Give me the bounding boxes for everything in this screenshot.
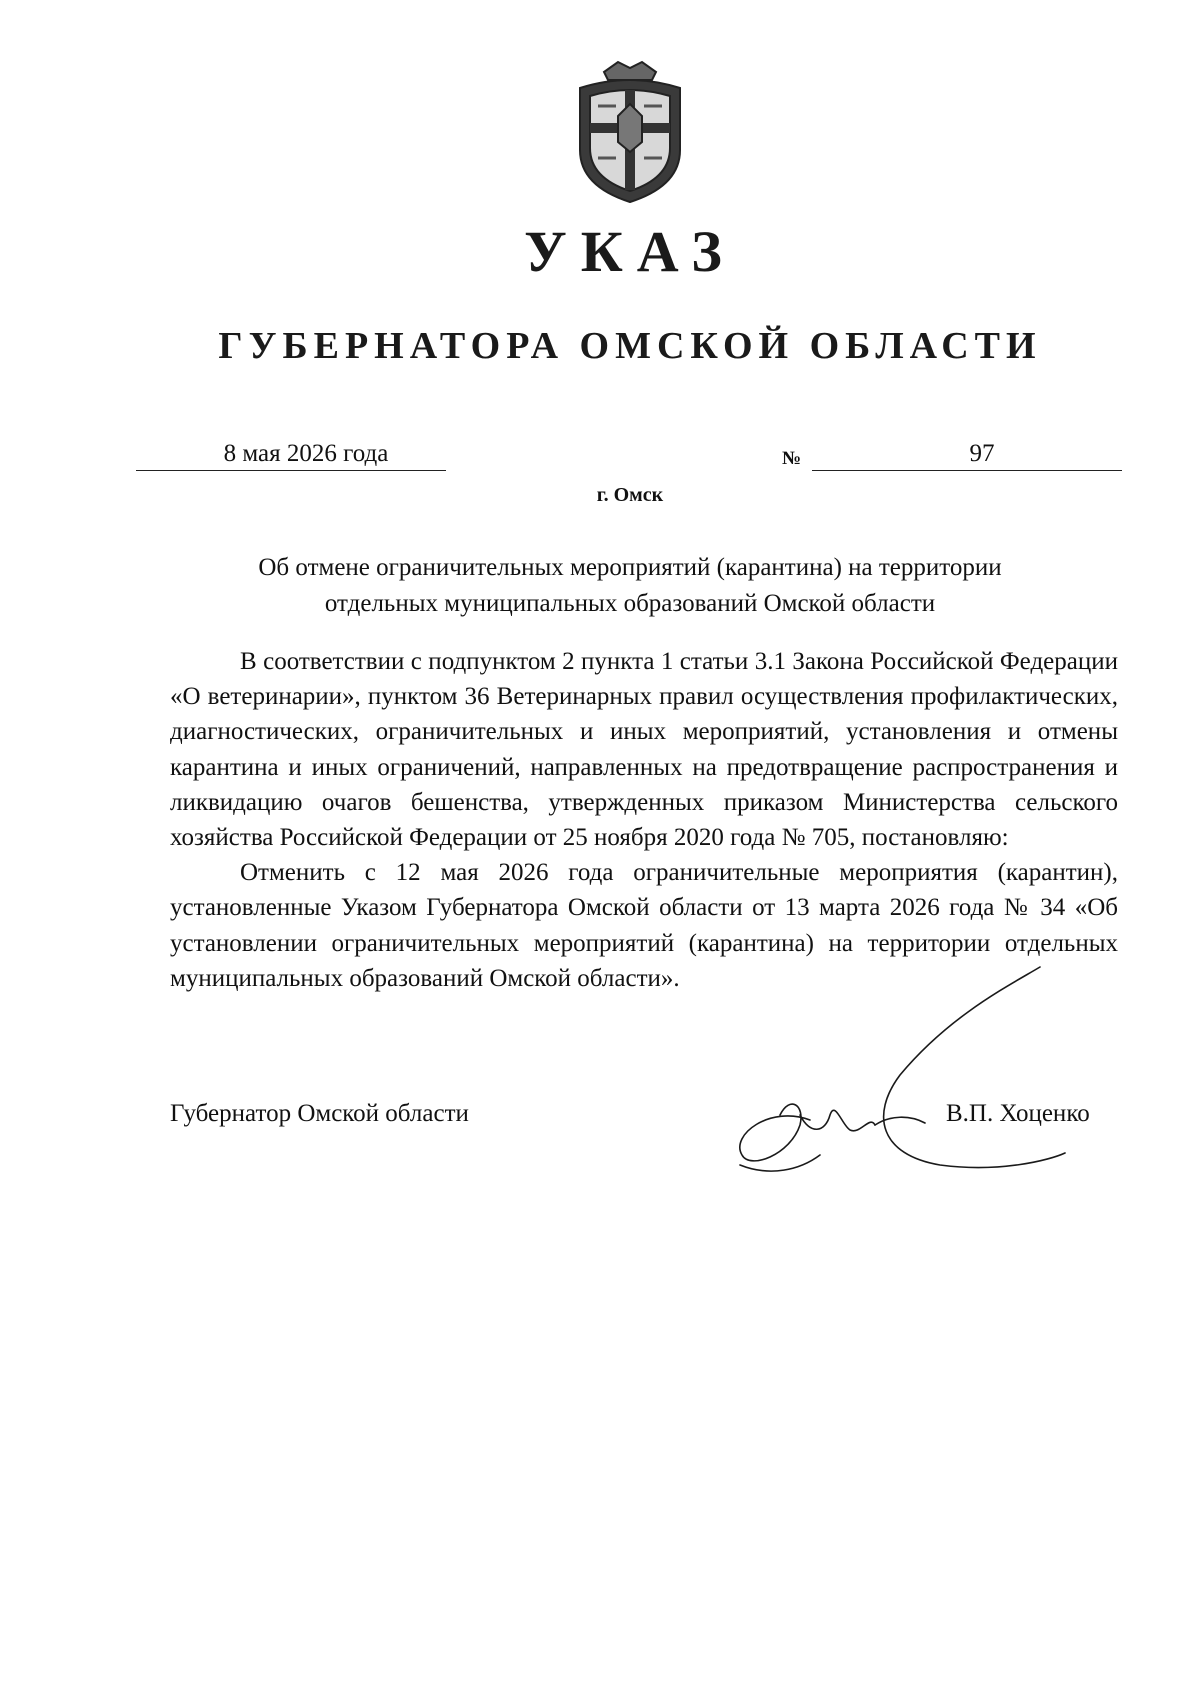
document-body <box>170 644 1118 996</box>
document-title: УКАЗ <box>524 219 736 284</box>
heading-line-2: отдельных муниципальных образований Омской области <box>324 590 936 617</box>
handwritten-signature <box>710 965 1080 1180</box>
signatory-position: Губернатор Омской области <box>170 1100 469 1127</box>
number-sign: № <box>782 448 802 469</box>
paragraph-preamble: В соответствии с подпунктом 2 пункта 1 статьи 3.1 Закона Российской Федерации «О ветеринарии», пунктом 36 Ветеринарных правил осуществления профилактических, диагностических, ограничительных и иных мероприятий, установления и отмены карантина и иных ограничений, направленных на предотвращение распространения и ликвидацию очагов бешенства, утвержденных приказом Министерства сельского хозяйства Российской Федерации от 25 ноября 2020 года № 705, постановляю: <box>170 648 1118 852</box>
document-subtitle: ГУБЕРНАТОРА ОМСКОЙ ОБЛАСТИ <box>218 325 1042 367</box>
heading-line-1: Об отмене ограничительных мероприятий (карантина) на территории <box>258 554 1002 581</box>
document-date: 8 мая 2026 года <box>136 438 446 471</box>
coat-of-arms-icon <box>568 58 692 206</box>
document-number: 97 <box>812 438 1122 471</box>
paragraph-decision: Отменить с 12 мая 2026 года ограничительные мероприятия (карантин), установленные Указом Губернатора Омской области от 13 марта 2026 года № 34 «Об установлении ограничительных мероприятий (карантина) на территории отдельных муниципальных образований Омской области». <box>170 859 1118 992</box>
signatory-name: В.П. Хоценко <box>946 1100 1090 1127</box>
document-heading <box>170 550 1090 622</box>
document-city: г. Омск <box>596 484 664 506</box>
